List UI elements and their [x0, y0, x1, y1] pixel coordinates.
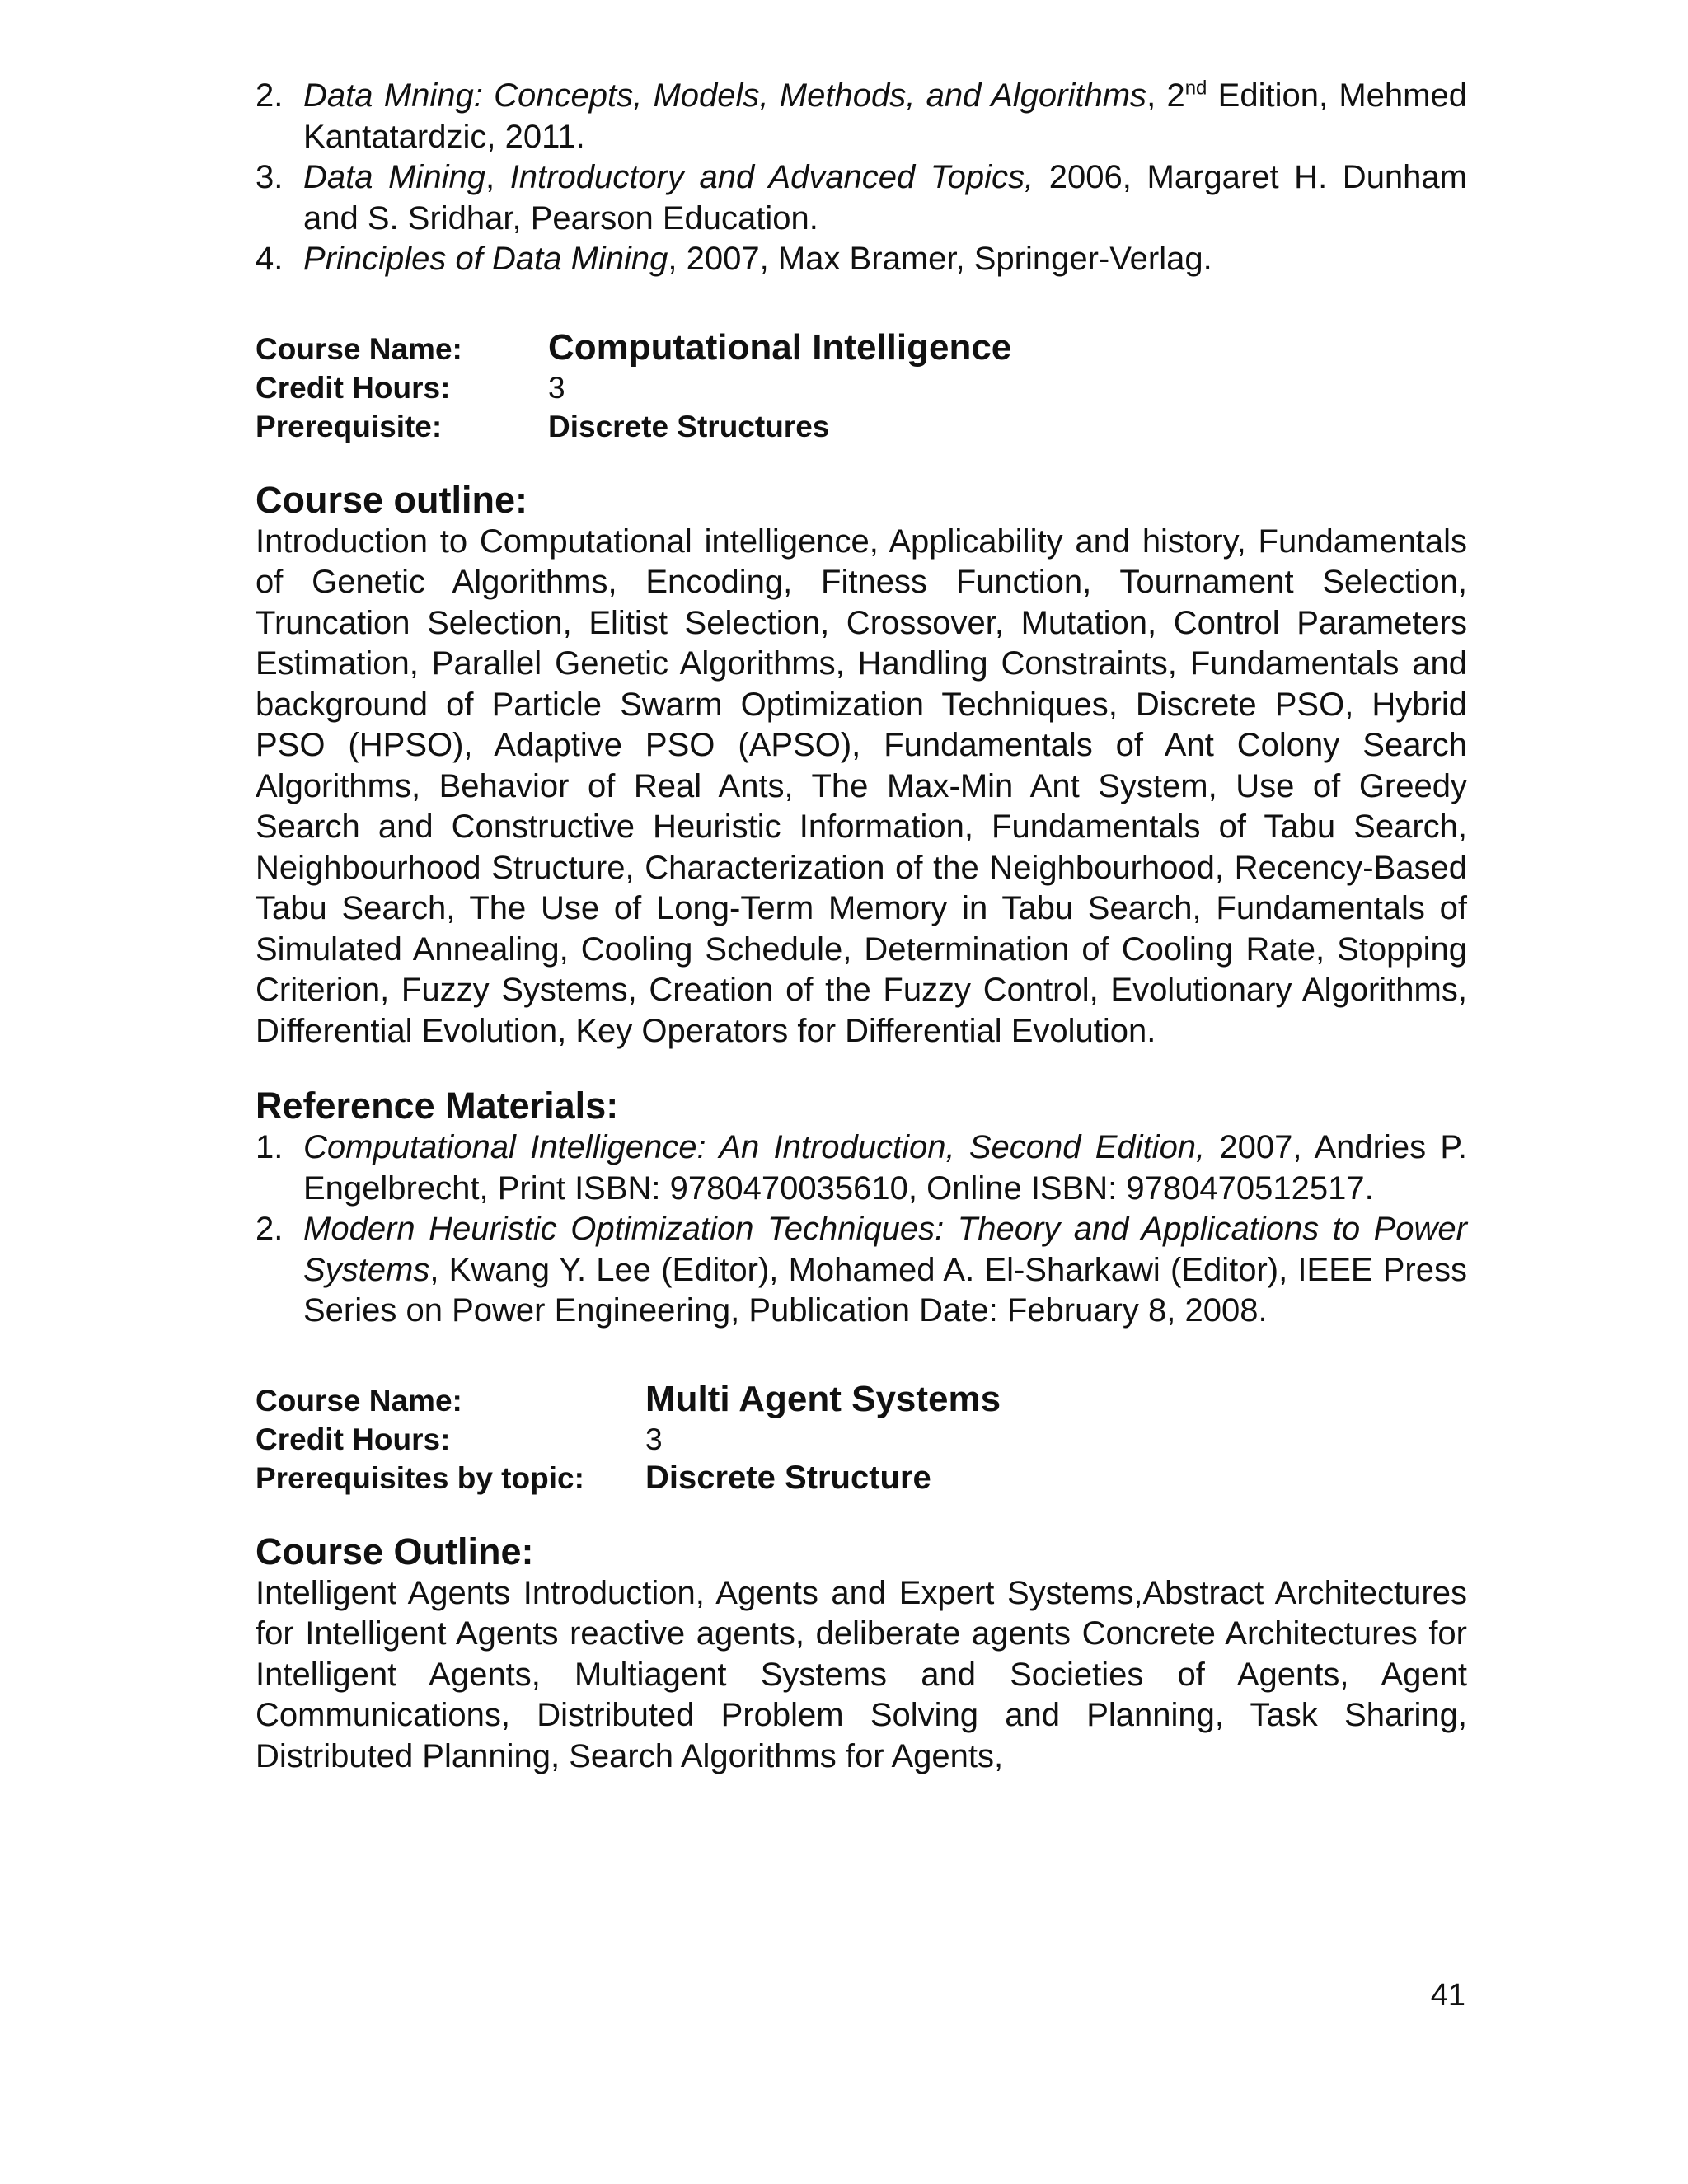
- superscript: nd: [1184, 77, 1207, 100]
- prerequisite-value: Discrete Structure: [645, 1459, 931, 1496]
- reference-number: 4.: [256, 241, 284, 277]
- prerequisite-row: [256, 1459, 1467, 1497]
- credit-hours-value: 3: [548, 370, 565, 405]
- prerequisite-value: Discrete Structures: [548, 409, 830, 443]
- credit-hours-label: Credit Hours:: [256, 1422, 451, 1456]
- credit-hours-row: [256, 368, 1467, 407]
- prerequisite-label: Prerequisite:: [256, 409, 443, 443]
- reference-text: , 2: [1146, 77, 1185, 114]
- page-number: 41: [1430, 1978, 1465, 2013]
- reference-text: , 2007, Max Bramer, Springer-Verlag.: [668, 241, 1212, 277]
- reference-text: 2007, Andries P. Engelbrecht, Print ISBN: 9780470035610, Online ISBN: 9780470512517.: [303, 1129, 1467, 1207]
- reference-text: ,: [485, 159, 510, 195]
- reference-text: Edition, Mehmed Kantatardzic, 2011.: [303, 77, 1467, 155]
- course-name-value: Computational Intelligence: [548, 326, 1012, 368]
- course-name-value: Multi Agent Systems: [645, 1378, 1001, 1419]
- course-outline-text: Intelligent Agents Introduction, Agents and Expert Systems,Abstract Architectures for Intelligent Agents reactive agents, deliberate agents Concrete Architectures for Intelligent Agents, Multiagent Systems and Societies of Agents, Agent Communications, Distributed Problem Solving and Planning, Task Sharing, Distributed Planning, Search Algorithms for Agents,: [256, 1574, 1467, 1774]
- prerequisite-label: Prerequisites by topic:: [256, 1460, 584, 1495]
- reference-materials-heading: Reference Materials:: [256, 1085, 619, 1127]
- reference-text: , Kwang Y. Lee (Editor), Mohamed A. El-Sharkawi (Editor), IEEE Press Series on Power Engineering, Publication Date: February 8, 2008.: [303, 1251, 1467, 1329]
- course-info-computational-intelligence: [256, 328, 1467, 446]
- reference-item: [256, 76, 1467, 157]
- reference-item: [256, 1127, 1467, 1209]
- reference-item: [256, 157, 1467, 239]
- course-outline-heading: Course outline:: [256, 478, 528, 521]
- reference-number: 2.: [256, 77, 284, 114]
- reference-title: Data Mning: Concepts, Models, Methods, and Algorithms: [303, 77, 1147, 114]
- reference-title: Data Mining: [303, 159, 485, 195]
- reference-text: 2006, Margaret H. Dunham and S. Sridhar, Pearson Education.: [303, 159, 1467, 237]
- course-outline-text: Introduction to Computational intelligence, Applicability and history, Fundamentals of Genetic Algorithms, Encoding, Fitness Function, Tournament Selection, Truncation Selection, Elitist Selection, Crossover, Mutation, Control Parameters Estimation, Parallel Genetic Algorithms, Handling Constraints, Fundamentals and background of Particle Swarm Optimization Techniques, Discrete PSO, Hybrid PSO (HPSO), Adaptive PSO (APSO), Fundamentals of Ant Colony Search Algorithms, Behavior of Real Ants, The Max-Min Ant System, Use of Greedy Search and Constructive Heuristic Information, Fundamentals of Tabu Search, Neighbourhood Structure, Characterization of the Neighbourhood, Recency-Based Tabu Search, The Use of Long-Term Memory in Tabu Search, Fundamentals of Simulated Annealing, Cooling Schedule, Determination of Cooling Rate, Stopping Criterion, Fuzzy Systems, Creation of the Fuzzy Control, Evolutionary Algorithms, Differential Evolution, Key Operators for Differential Evolution.: [256, 523, 1467, 1049]
- reference-title: Modern Heuristic Optimization Techniques: Theory and Applications to Power Systems: [303, 1211, 1467, 1288]
- prerequisite-row: [256, 407, 1467, 446]
- reference-number: 2.: [256, 1211, 284, 1247]
- course-name-label: Course Name:: [256, 1383, 462, 1418]
- course-name-row: [256, 328, 1467, 368]
- credit-hours-value: 3: [645, 1422, 663, 1456]
- reference-number: 3.: [256, 159, 284, 195]
- course-name-row: [256, 1380, 1467, 1420]
- top-reference-list: [256, 76, 1467, 280]
- reference-item: [256, 239, 1467, 280]
- course-outline-heading: Course Outline:: [256, 1530, 534, 1572]
- document-page: [256, 76, 1467, 1777]
- reference-item: [256, 1209, 1467, 1332]
- reference-number: 1.: [256, 1129, 284, 1165]
- reference-title: Computational Intelligence: An Introduction, Second Edition,: [303, 1129, 1206, 1165]
- course-name-label: Course Name:: [256, 331, 462, 366]
- reference-materials-list: [256, 1127, 1467, 1332]
- course-info-multi-agent-systems: [256, 1380, 1467, 1497]
- reference-title: Introductory and Advanced Topics,: [509, 159, 1034, 195]
- credit-hours-label: Credit Hours:: [256, 370, 451, 405]
- credit-hours-row: [256, 1420, 1467, 1459]
- reference-title: Principles of Data Mining: [303, 241, 668, 277]
